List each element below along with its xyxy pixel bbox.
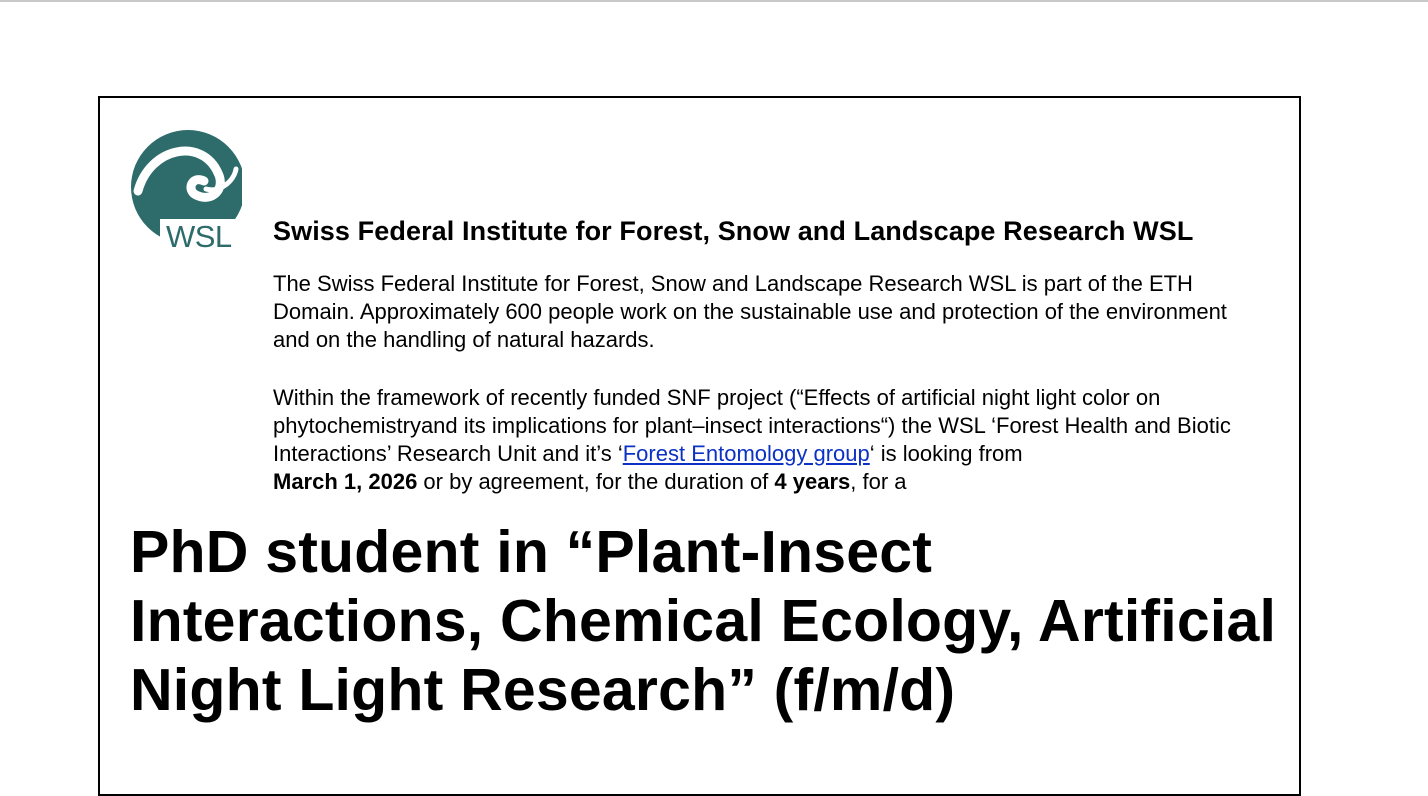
wsl-logo — [130, 129, 242, 251]
institute-name: Swiss Federal Institute for Forest, Snow and Landscape Research WSL — [273, 216, 1194, 246]
window-top-divider — [0, 0, 1428, 2]
framework-text-2: ‘ is looking from — [869, 441, 1023, 466]
framework-text-3: or by agreement, for the duration of — [417, 469, 769, 494]
logo-text: WSL — [166, 219, 232, 251]
job-posting-document — [98, 96, 1301, 796]
forest-entomology-group-link[interactable]: Forest Entomology group — [622, 441, 870, 466]
framework-text-1: Within the framework of recently funded SNF project (“Effects of artificial night light color on phytochemistryand its implications for plant–insect interactions“) the WSL ‘Forest Health and Biotic Interactions’ Research Unit and it’s ‘ — [273, 385, 1231, 466]
intro-paragraph: The Swiss Federal Institute for Forest, Snow and Landscape Research WSL is part of the ETH Domain. Approximately 600 people work on the sustainable use and protection of the environment and on the handling of natural hazards. — [273, 271, 1227, 352]
position-title: PhD student in “Plant-Insect Interactions, Chemical Ecology, Artificial Night Light Research” (f/m/d) — [130, 519, 1277, 723]
start-date: March 1, 2026 — [273, 469, 418, 494]
framework-paragraph — [273, 384, 1263, 496]
duration: 4 years — [774, 469, 851, 494]
framework-text-4: , for a — [850, 469, 907, 494]
